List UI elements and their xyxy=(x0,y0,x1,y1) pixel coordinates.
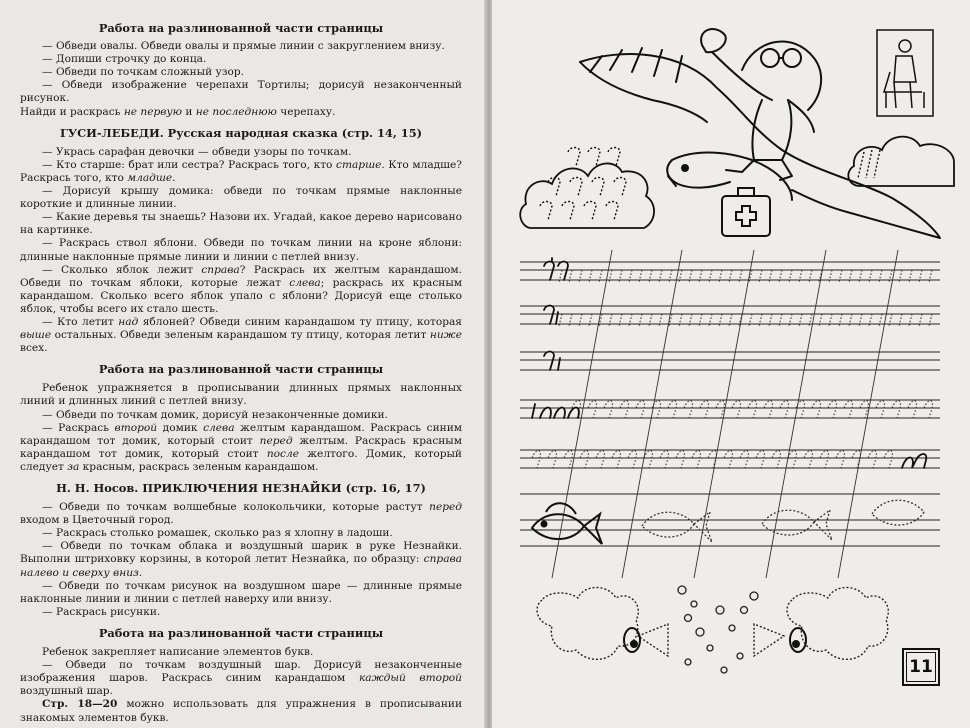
paragraph: — Раскрась столько ромашек, сколько раз я хлопну в ладоши. xyxy=(42,527,393,540)
paragraph: — Обведи по точкам домик, дорисуй незаконченные домики. xyxy=(42,408,388,421)
eagle-with-doctor-drawing xyxy=(580,29,940,238)
paragraph: — Обведи по точкам волшебные колокольчики, которые растут перед входом в Цветочный город. xyxy=(20,501,462,527)
paragraph: — Кто летит над яблоней? Обведи синим карандашом ту птицу, которая выше остальных. Обведи зеленым карандашом ту птицу, которая летит ниже всех. xyxy=(20,315,462,355)
paragraph: — Раскрась рисунки. xyxy=(42,605,161,618)
right-page xyxy=(492,0,970,728)
paragraph: — Обведи изображение черепахи Тортилы; дорисуй незаконченный рисунок. xyxy=(20,79,462,105)
paragraph: — Укрась сарафан девочки — обведи узоры по точкам. xyxy=(42,145,352,158)
page-number: 11 xyxy=(906,652,936,682)
paragraph: — Обведи овалы. Обведи овалы и прямые линии с закруглением внизу. xyxy=(42,40,445,53)
writing-child-icon xyxy=(877,30,933,116)
dotted-fish-drawings xyxy=(642,500,924,542)
cloud-with-hooks-drawing xyxy=(520,148,654,229)
section-heading-2: ГУСИ-ЛЕБЕДИ. Русская народная сказка (стр. 14, 15) xyxy=(59,125,423,140)
paragraph: Стр. 18—20 можно использовать для упражнения в прописывании знакомых элементов букв. xyxy=(20,698,463,724)
paragraph: — Обведи по точкам рисунок на воздушном шаре — длинные прямые наклонные линии и линии с петлей наверху или внизу. xyxy=(20,579,462,605)
section-heading-5: Работа на разлинованной части страницы xyxy=(98,625,384,640)
paragraph: — Обведи по точкам облака и воздушный шарик в руке Незнайки. Выполни штриховку корзины, в которой летит Незнайка, по образцу: справа налево и сверху вниз. xyxy=(20,540,462,579)
paragraph: Ребенок упражняется в прописывании длинных прямых наклонных линий и длинных линий с петлей внизу. xyxy=(20,382,462,408)
left-page-text xyxy=(20,14,462,725)
paragraph: — Кто старше: брат или сестра? Раскрась того, кто старше. Кто младше? Раскрась того, кто младше. xyxy=(20,158,462,184)
paragraph: — Обведи по точкам сложный узор. xyxy=(42,66,245,79)
slanted-guide-lines xyxy=(552,250,898,578)
workbook-illustration xyxy=(492,0,970,728)
medical-bag-icon xyxy=(722,188,770,236)
paragraph: Ребенок закрепляет написание элементов букв. xyxy=(42,646,314,659)
paragraph: — Раскрась ствол яблони. Обведи по точкам линии на кроне яблони: длинные наклонные прямые линии и линии с петлей внизу. xyxy=(20,237,462,263)
fish-drawing xyxy=(532,503,602,544)
paragraph: — Дорисуй крышу домика: обведи по точкам прямые наклонные короткие и длинные линии. xyxy=(20,185,462,211)
paragraph: — Обведи по точкам воздушный шар. Дорисуй незаконченные изображения шаров. Раскрась синим карандашом каждый второй воздушный шар. xyxy=(20,659,462,698)
cloud-right-drawing xyxy=(848,137,954,186)
bubbles xyxy=(678,586,758,673)
section-heading-1: Работа на разлинованной части страницы xyxy=(98,21,384,35)
section-heading-4: Н. Н. Носов. ПРИКЛЮЧЕНИЯ НЕЗНАЙКИ (стр. 16, 17) xyxy=(56,481,426,495)
paragraph: — Какие деревья ты знаешь? Назови их. Угадай, какое дерево нарисовано на картинке. xyxy=(20,211,462,237)
paragraph: Найди и раскрась не первую и не последнюю черепаху. xyxy=(20,105,336,118)
ruled-lines xyxy=(520,262,940,546)
page-number-badge xyxy=(902,648,940,686)
paragraph: — Сколько яблок лежит справа? Раскрась их желтым карандашом. Обведи по точкам яблоки, которые лежат слева; раскрась их красным карандашом. Сколько всего яблок упало с яблони? Дорисуй еще столько яблок, чтобы всего их стало шесть. xyxy=(20,263,462,315)
paragraph: — Раскрась второй домик слева желтым карандашом. Раскрась синим карандашом тот домик, который стоит перед желтым. Раскрась красным карандашом тот домик, который стоит после желтого. Домик, который следует за красным, раскрась зеленым карандашом. xyxy=(20,421,462,473)
paragraph: — Допиши строчку до конца. xyxy=(42,53,207,66)
section-heading-3: Работа на разлинованной части страницы xyxy=(98,362,384,377)
